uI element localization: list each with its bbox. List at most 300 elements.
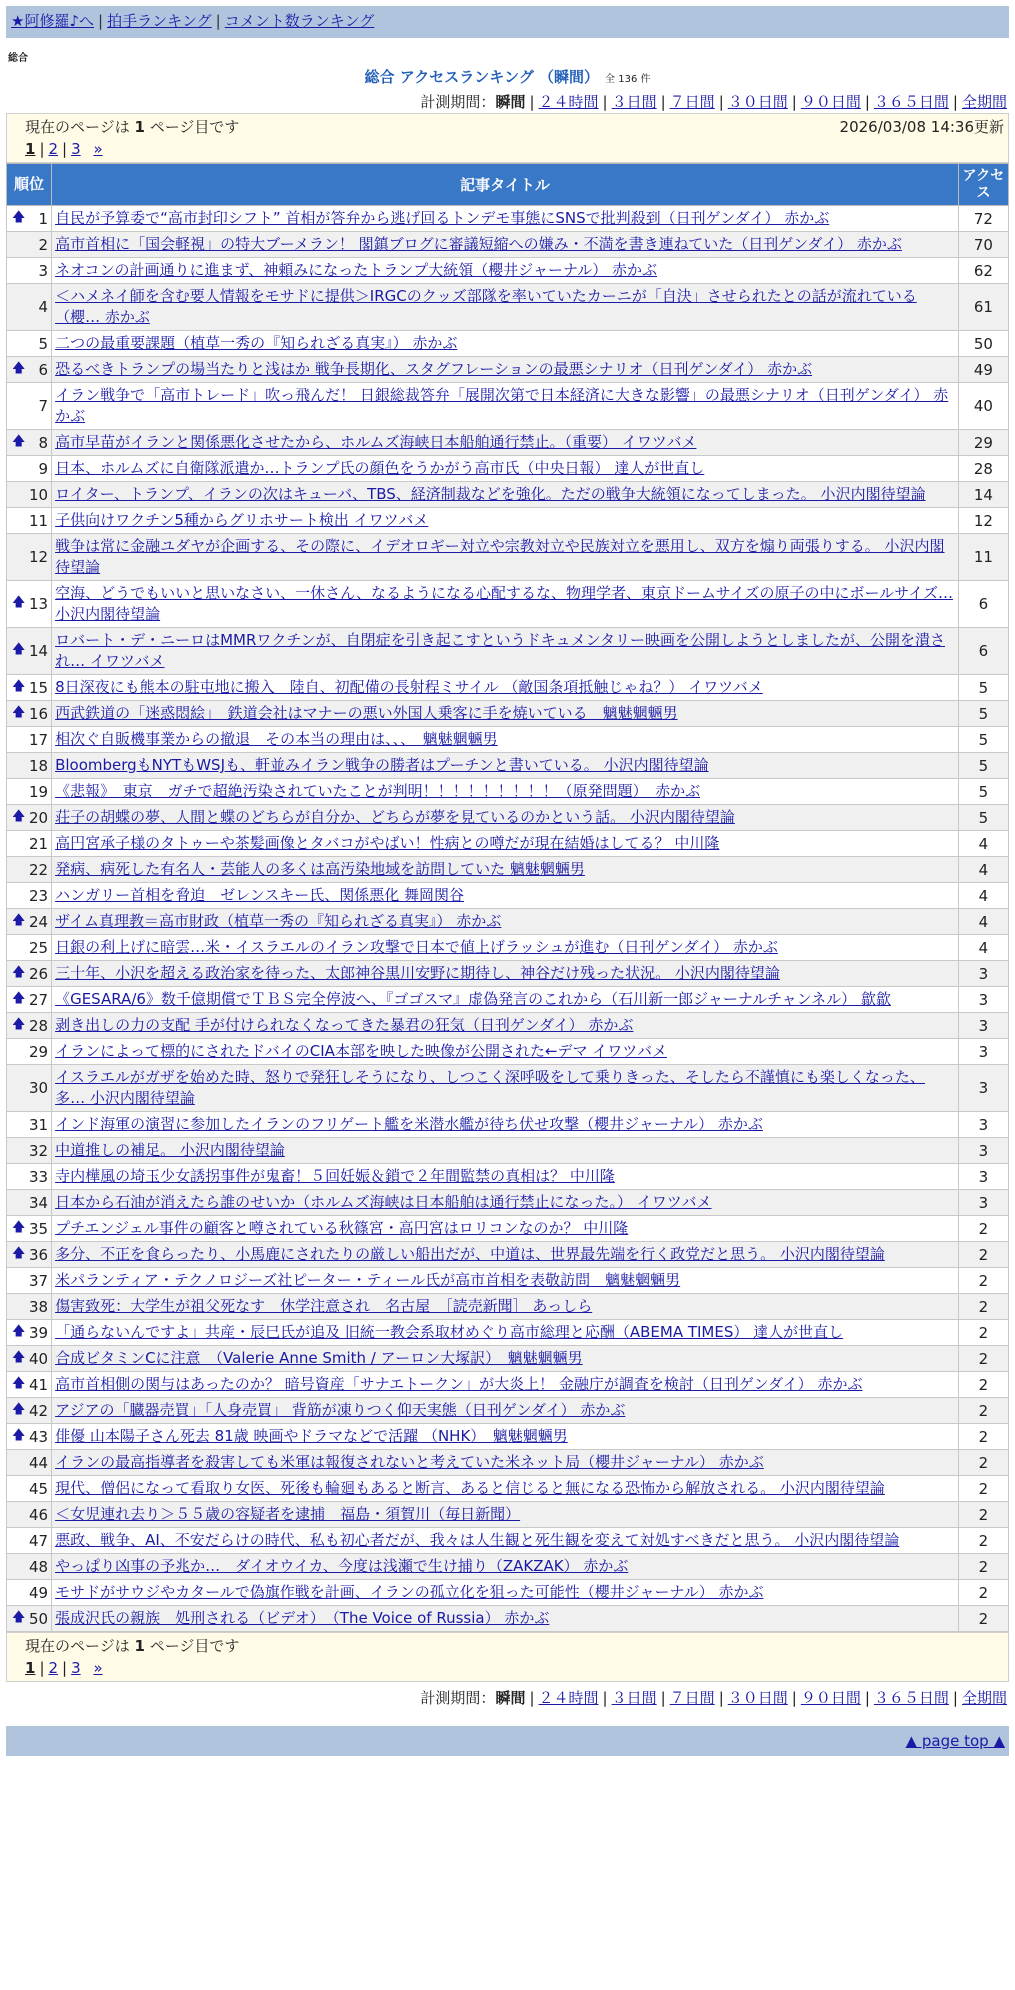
title-cell bbox=[52, 1242, 959, 1268]
table-row bbox=[7, 675, 1009, 701]
period-separator: | bbox=[529, 1689, 535, 1707]
rank-number: 41 bbox=[28, 1375, 49, 1394]
rank-number: 17 bbox=[28, 730, 49, 749]
rank-number: 6 bbox=[38, 360, 49, 379]
rank-cell bbox=[7, 331, 52, 357]
title-cell bbox=[52, 701, 959, 727]
article-link[interactable]: 俳優 山本陽子さん死去 81歳 映画やドラマなどで活躍 （NHK） 魑魅魍魎男 bbox=[55, 1427, 568, 1445]
period-option[interactable]: ３０日間 bbox=[727, 93, 788, 111]
rank-number: 49 bbox=[28, 1583, 49, 1602]
up-arrow-icon: 🡅 bbox=[12, 1323, 26, 1339]
period-separator: | bbox=[529, 93, 535, 111]
rank-cell bbox=[7, 1320, 52, 1346]
access-count: 62 bbox=[958, 258, 1008, 284]
access-count: 6 bbox=[958, 628, 1008, 675]
table-row bbox=[7, 987, 1009, 1013]
access-count: 11 bbox=[958, 534, 1008, 581]
applause-ranking-link[interactable]: 拍手ランキング bbox=[107, 12, 212, 30]
table-row bbox=[7, 1216, 1009, 1242]
title-cell bbox=[52, 1190, 959, 1216]
period-option[interactable]: ３日間 bbox=[611, 1689, 657, 1707]
period-separator: | bbox=[864, 93, 870, 111]
table-row bbox=[7, 331, 1009, 357]
access-count: 2 bbox=[958, 1424, 1008, 1450]
access-count: 3 bbox=[958, 1190, 1008, 1216]
table-row bbox=[7, 1398, 1009, 1424]
table-row bbox=[7, 1424, 1009, 1450]
nav-separator: | bbox=[98, 12, 104, 30]
title-row bbox=[6, 66, 1009, 88]
up-arrow-icon: 🡅 bbox=[12, 808, 26, 824]
pager-bottom bbox=[6, 1632, 1009, 1682]
rank-number: 37 bbox=[28, 1271, 49, 1290]
rank-cell bbox=[7, 857, 52, 883]
page-separator: | bbox=[62, 140, 68, 158]
rank-cell bbox=[7, 1398, 52, 1424]
title-cell bbox=[52, 581, 959, 628]
period-option-active: 瞬間 bbox=[495, 1689, 526, 1707]
next-page-link[interactable]: » bbox=[93, 1659, 103, 1677]
period-option[interactable]: ３日間 bbox=[611, 93, 657, 111]
article-link[interactable]: イランの最高指導者を殺害しても米軍は報復されないと考えていた米ネット局（櫻井ジャーナル） 赤かぶ bbox=[55, 1453, 764, 1471]
title-cell bbox=[52, 508, 959, 534]
access-count: 2 bbox=[958, 1502, 1008, 1528]
page-current: 1 bbox=[25, 1659, 36, 1677]
rank-number: 35 bbox=[28, 1219, 49, 1238]
rank-cell bbox=[7, 805, 52, 831]
rank-number: 30 bbox=[28, 1079, 49, 1097]
up-arrow-icon: 🡅 bbox=[12, 1219, 26, 1235]
footer-bar bbox=[6, 1726, 1009, 1756]
rank-number: 1 bbox=[38, 209, 49, 228]
rank-number: 11 bbox=[28, 511, 49, 530]
up-arrow-icon: 🡅 bbox=[12, 1375, 26, 1391]
table-row bbox=[7, 1294, 1009, 1320]
access-count: 2 bbox=[958, 1242, 1008, 1268]
title-cell bbox=[52, 675, 959, 701]
access-count: 2 bbox=[958, 1398, 1008, 1424]
period-option[interactable]: ３０日間 bbox=[727, 1689, 788, 1707]
title-cell bbox=[52, 805, 959, 831]
title-cell bbox=[52, 753, 959, 779]
table-row bbox=[7, 1065, 1009, 1112]
article-link[interactable]: ハンガリー首相を脅迫 ゼレンスキー氏、関係悪化 舞岡関谷 bbox=[55, 886, 465, 904]
up-arrow-icon: 🡅 bbox=[12, 209, 26, 225]
period-option[interactable]: 全期間 bbox=[961, 93, 1007, 111]
title-cell bbox=[52, 331, 959, 357]
article-link[interactable]: 相次ぐ自販機事業からの撤退 その本当の理由は、、、 魑魅魍魎男 bbox=[55, 730, 498, 748]
rank-cell bbox=[7, 1294, 52, 1320]
table-row bbox=[7, 1450, 1009, 1476]
table-row bbox=[7, 1242, 1009, 1268]
period-label: 計測期間： bbox=[420, 93, 496, 111]
access-count: 28 bbox=[958, 456, 1008, 482]
article-link[interactable]: 高円宮承子様のタトゥーや茶髪画像とタバコがやばい！性病との噂だが現在結婚はしてる？ 中川隆 bbox=[55, 834, 720, 852]
rank-number: 32 bbox=[28, 1141, 49, 1160]
title-cell bbox=[52, 1112, 959, 1138]
table-row bbox=[7, 1039, 1009, 1065]
table-row bbox=[7, 456, 1009, 482]
article-link[interactable]: ロイター、トランプ、イランの次はキューバ、TBS、経済制裁などを強化。ただの戦争大統領になってしまった。 小沢内閣待望論 bbox=[55, 485, 926, 503]
article-link[interactable]: 寺内樺風の埼玉少女誘拐事件が鬼畜！５回妊娠＆鎖で２年間監禁の真相は？ 中川隆 bbox=[55, 1167, 615, 1185]
home-link[interactable]: ★阿修羅♪へ bbox=[11, 12, 95, 30]
article-link[interactable]: 張成沢氏の親族 処刑される（ビデオ） （The Voice of Russia） 赤かぶ bbox=[55, 1609, 550, 1627]
table-row bbox=[7, 805, 1009, 831]
page-link[interactable]: 2 bbox=[48, 1659, 59, 1677]
rank-number: 12 bbox=[28, 548, 49, 566]
rank-number: 45 bbox=[28, 1479, 49, 1498]
page-status: 現在のページは 1 ページ目です bbox=[25, 1637, 240, 1655]
rank-number: 18 bbox=[28, 756, 49, 775]
article-link[interactable]: 中道推しの補足。 小沢内閣待望論 bbox=[55, 1141, 285, 1159]
rank-number: 36 bbox=[28, 1245, 49, 1264]
article-link[interactable]: 荘子の胡蝶の夢、人間と蝶のどちらが自分か、どちらが夢を見ているのかという話。 小沢内閣待望論 bbox=[55, 808, 735, 826]
rank-number: 40 bbox=[28, 1349, 49, 1368]
rank-number: 29 bbox=[28, 1042, 49, 1061]
pager-top bbox=[6, 113, 1009, 163]
rank-cell bbox=[7, 753, 52, 779]
rank-cell bbox=[7, 1268, 52, 1294]
access-count: 4 bbox=[958, 831, 1008, 857]
table-row bbox=[7, 1268, 1009, 1294]
rank-cell bbox=[7, 1554, 52, 1580]
rank-number: 7 bbox=[38, 397, 49, 415]
article-link[interactable]: 高市首相側の関与はあったのか？ 暗号資産「サナエトークン」が大炎上！ 金融庁が調査を検討（日刊ゲンダイ） 赤かぶ bbox=[55, 1375, 863, 1393]
table-row bbox=[7, 206, 1009, 232]
rank-cell bbox=[7, 831, 52, 857]
period-option-active: 瞬間 bbox=[495, 93, 526, 111]
period-separator: | bbox=[952, 1689, 958, 1707]
title-cell bbox=[52, 357, 959, 383]
title-cell bbox=[52, 727, 959, 753]
access-count: 5 bbox=[958, 779, 1008, 805]
period-label: 計測期間： bbox=[420, 1689, 496, 1707]
period-selector bbox=[6, 91, 1007, 113]
period-option[interactable]: ３６５日間 bbox=[873, 93, 949, 111]
article-link[interactable]: モサドがサウジやカタールで偽旗作戦を計画、イランの孤立化を狙った可能性（櫻井ジャーナル） 赤かぶ bbox=[55, 1583, 764, 1601]
article-link[interactable]: 子供向けワクチン5種からグリホサート検出 イワツバメ bbox=[55, 511, 429, 529]
article-link[interactable]: 剥き出しの力の支配 手が付けられなくなってきた暴君の狂気（日刊ゲンダイ） 赤かぶ bbox=[55, 1016, 634, 1034]
up-arrow-icon: 🡅 bbox=[12, 964, 26, 980]
table-row bbox=[7, 258, 1009, 284]
article-link[interactable]: プチエンジェル事件の顧客と噂されている秋篠宮・高円宮はロリコンなのか？ 中川隆 bbox=[55, 1219, 629, 1237]
access-count: 2 bbox=[958, 1606, 1008, 1632]
access-count: 5 bbox=[958, 805, 1008, 831]
article-link[interactable]: イランによって標的にされたドバイのCIA本部を映した映像が公開された←デマ イワツバメ bbox=[55, 1042, 667, 1060]
rank-cell bbox=[7, 935, 52, 961]
title-cell bbox=[52, 206, 959, 232]
table-row bbox=[7, 1372, 1009, 1398]
table-row bbox=[7, 1346, 1009, 1372]
rank-cell bbox=[7, 430, 52, 456]
article-link[interactable]: 高市首相に「国会軽視」の特大ブーメラン！ 閣鎮ブログに審議短縮への嫌み・不満を書き連ねていた（日刊ゲンダイ） 赤かぶ bbox=[55, 235, 902, 253]
article-link[interactable]: 米パランティア・テクノロジーズ社ピーター・ティール氏が高市首相を表敬訪問 魑魅魍魎男 bbox=[55, 1271, 681, 1289]
page-link[interactable]: 3 bbox=[71, 140, 81, 158]
access-count: 2 bbox=[958, 1268, 1008, 1294]
access-count: 61 bbox=[958, 284, 1008, 331]
title-cell bbox=[52, 1065, 959, 1112]
table-row bbox=[7, 1138, 1009, 1164]
rank-number: 39 bbox=[28, 1323, 49, 1342]
title-cell bbox=[52, 883, 959, 909]
page-links bbox=[25, 138, 1004, 160]
rank-number: 43 bbox=[28, 1427, 49, 1446]
table-row bbox=[7, 430, 1009, 456]
period-separator: | bbox=[660, 1689, 666, 1707]
rank-number: 27 bbox=[28, 990, 49, 1009]
page-top-link[interactable]: ▲ page top ▲ bbox=[905, 1732, 1005, 1750]
rank-number: 33 bbox=[28, 1167, 49, 1186]
article-link[interactable]: やっぱり凶事の予兆か… ダイオウイカ、今度は浅瀬で生け捕り（ZAKZAK） 赤かぶ bbox=[55, 1557, 629, 1575]
period-option[interactable]: ２４時間 bbox=[538, 1689, 599, 1707]
article-link[interactable]: インド海軍の演習に参加したイランのフリゲート艦を米潜水艦が待ち伏せ攻撃（櫻井ジャーナル） 赤かぶ bbox=[55, 1115, 763, 1133]
title-cell bbox=[52, 284, 959, 331]
article-link[interactable]: 日本、ホルムズに自衛隊派遣か…トランプ氏の顔色をうかがう高市氏（中央日報） 達人が世直し bbox=[55, 459, 705, 477]
rank-number: 24 bbox=[28, 912, 49, 931]
title-cell bbox=[52, 779, 959, 805]
rank-cell bbox=[7, 1039, 52, 1065]
article-link[interactable]: ＜ハメネイ師を含む要人情報をモサドに提供＞IRGCのクッズ部隊を率いていたカーニが「自決」させられたとの話が流れている（櫻… 赤かぶ bbox=[55, 287, 917, 326]
article-link[interactable]: 空海、どうでもいいと思いなさい、一休さん、なるようになる心配するな、物理学者、東京ドームサイズの原子の中にボールサイズ… 小沢内閣待望論 bbox=[55, 584, 953, 623]
title-cell bbox=[52, 232, 959, 258]
comment-ranking-link[interactable]: コメント数ランキング bbox=[224, 12, 375, 30]
article-link[interactable]: 戦争は常に金融ユダヤが企画する、その際に、イデオロギー対立や宗教対立や民族対立を悪用し、双方を煽り両張りする。 小沢内閣待望論 bbox=[55, 537, 945, 576]
access-count: 2 bbox=[958, 1294, 1008, 1320]
up-arrow-icon: 🡅 bbox=[12, 1349, 26, 1365]
access-count: 3 bbox=[958, 961, 1008, 987]
article-link[interactable]: 自民が予算委で“高市封印シフト” 首相が答弁から逃げ回るトンデモ事態にSNSで批判殺到（日刊ゲンダイ） 赤かぶ bbox=[55, 209, 830, 227]
up-arrow-icon: 🡅 bbox=[12, 1401, 26, 1417]
page-status: 現在のページは 1 ページ目です bbox=[25, 118, 240, 136]
up-arrow-icon: 🡅 bbox=[12, 360, 26, 376]
period-option[interactable]: ３６５日間 bbox=[873, 1689, 949, 1707]
period-option[interactable]: 全期間 bbox=[961, 1689, 1007, 1707]
access-count: 5 bbox=[958, 675, 1008, 701]
access-count: 3 bbox=[958, 1138, 1008, 1164]
rank-cell bbox=[7, 961, 52, 987]
up-arrow-icon: 🡅 bbox=[12, 1609, 26, 1625]
next-page-link[interactable]: » bbox=[93, 140, 103, 158]
rank-cell bbox=[7, 284, 52, 331]
table-row bbox=[7, 383, 1009, 430]
article-link[interactable]: 日本から石油が消えたら誰のせいか（ホルムズ海峡は日本船舶は通行禁止になった。） イワツバメ bbox=[55, 1193, 712, 1211]
article-link[interactable]: 「通らないんですよ」共産・辰巳氏が追及 旧統一教会系取材めぐり高市総理と応酬（ABEMA TIMES） 達人が世直し bbox=[55, 1323, 844, 1341]
period-selector-bottom bbox=[6, 1686, 1007, 1710]
rank-cell bbox=[7, 1164, 52, 1190]
title-cell bbox=[52, 1346, 959, 1372]
table-row bbox=[7, 357, 1009, 383]
access-count: 3 bbox=[958, 1112, 1008, 1138]
period-option[interactable]: ７日間 bbox=[669, 1689, 715, 1707]
table-row bbox=[7, 1528, 1009, 1554]
page-title: 総合 アクセスランキング （瞬間） bbox=[364, 68, 600, 86]
article-link[interactable]: 現代、僧侶になって看取り女医、死後も輪廻もあると断言、あると信じると無になる恐怖から解放される。 小沢内閣待望論 bbox=[55, 1479, 885, 1497]
nav-separator: | bbox=[215, 12, 221, 30]
rank-number: 38 bbox=[28, 1297, 49, 1316]
rank-cell bbox=[7, 482, 52, 508]
title-cell bbox=[52, 961, 959, 987]
title-cell bbox=[52, 430, 959, 456]
table-row bbox=[7, 232, 1009, 258]
rank-cell bbox=[7, 1502, 52, 1528]
article-link[interactable]: 発病、病死した有名人・芸能人の多くは高汚染地域を訪問していた 魑魅魍魎男 bbox=[55, 860, 585, 878]
article-link[interactable]: 多分、不正を食らったり、小馬鹿にされたりの厳しい船出だが、中道は、世界最先端を行く政党だと思う。 小沢内閣待望論 bbox=[55, 1245, 885, 1263]
article-link[interactable]: 傷害致死：大学生が祖父死なす 休学注意され 名古屋 ［読売新聞］ あっしら bbox=[55, 1297, 593, 1315]
title-cell bbox=[52, 1502, 959, 1528]
access-header: アクセス bbox=[958, 164, 1008, 206]
access-count: 2 bbox=[958, 1580, 1008, 1606]
rank-cell bbox=[7, 232, 52, 258]
article-link[interactable]: 西武鉄道の「迷惑悶絵」 鉄道会社はマナーの悪い外国人乗客に手を焼いている 魑魅魍魎男 bbox=[55, 704, 678, 722]
table-row bbox=[7, 628, 1009, 675]
access-count: 2 bbox=[958, 1346, 1008, 1372]
table-row bbox=[7, 482, 1009, 508]
page-links bbox=[25, 1657, 1004, 1679]
table-row bbox=[7, 1554, 1009, 1580]
rank-number: 10 bbox=[28, 485, 49, 504]
up-arrow-icon: 🡅 bbox=[12, 1016, 26, 1032]
table-row bbox=[7, 1606, 1009, 1632]
article-link[interactable]: 高市早苗がイランと関係悪化させたから、ホルムズ海峡日本船舶通行禁止。（重要） イワツバメ bbox=[55, 433, 697, 451]
page-separator: | bbox=[39, 1659, 45, 1677]
article-link[interactable]: ＜女児連れ去り＞５５歳の容疑者を逮捕 福島・須賀川（毎日新聞） bbox=[55, 1505, 521, 1523]
period-separator: | bbox=[791, 93, 797, 111]
up-arrow-icon: 🡅 bbox=[12, 704, 26, 720]
table-row bbox=[7, 701, 1009, 727]
article-link[interactable]: イスラエルがガザを始めた時、怒りで発狂しそうになり、しつこく深呼吸をして乗りきった、そしたら不謹慎にも楽しくなった、多… 小沢内閣待望論 bbox=[55, 1068, 925, 1107]
title-cell bbox=[52, 1164, 959, 1190]
rank-cell bbox=[7, 883, 52, 909]
article-link[interactable]: 三十年、小沢を超える政治家を待った、太郎神谷黒川安野に期待し、神谷だけ残った状況。 小沢内閣待望論 bbox=[55, 964, 780, 982]
article-link[interactable]: イラン戦争で「高市トレード」吹っ飛んだ！ 日銀総裁答弁「展開次第で日本経済に大きな影響」の最悪シナリオ（日刊ゲンダイ） 赤かぶ bbox=[55, 386, 949, 425]
article-link[interactable]: 恐るべきトランプの場当たりと浅はか 戦争長期化、スタグフレーションの最悪シナリオ（日刊ゲンダイ） 赤かぶ bbox=[55, 360, 813, 378]
rank-number: 22 bbox=[28, 860, 49, 879]
article-link[interactable]: BloombergもNYTもWSJも、軒並みイラン戦争の勝者はプーチンと書いている。 小沢内閣待望論 bbox=[55, 756, 709, 774]
title-cell bbox=[52, 1398, 959, 1424]
article-link[interactable]: 《GESARA/6》数千億期償でＴＢＳ完全停波へ、『ゴゴスマ』虚偽発言のこれから（石川新一郎ジャーナルチャンネル） 歙歙 bbox=[55, 990, 891, 1008]
rank-cell bbox=[7, 1190, 52, 1216]
article-link[interactable]: 合成ビタミンCに注意 （Valerie Anne Smith / アーロン大塚訳） 魑魅魍魎男 bbox=[55, 1349, 583, 1367]
article-link[interactable]: ネオコンの計画通りに進まず、神頼みになったトランプ大統領（櫻井ジャーナル） 赤かぶ bbox=[55, 261, 658, 279]
rank-cell bbox=[7, 628, 52, 675]
rank-number: 34 bbox=[28, 1193, 49, 1212]
rank-cell bbox=[7, 508, 52, 534]
access-count: 5 bbox=[958, 727, 1008, 753]
rank-cell bbox=[7, 206, 52, 232]
access-count: 3 bbox=[958, 1013, 1008, 1039]
title-cell bbox=[52, 456, 959, 482]
page-current: 1 bbox=[25, 140, 36, 158]
access-count: 5 bbox=[958, 753, 1008, 779]
page-link[interactable]: 2 bbox=[48, 140, 59, 158]
access-count: 3 bbox=[958, 1065, 1008, 1112]
rank-number: 21 bbox=[28, 834, 49, 853]
article-link[interactable]: 8日深夜にも熊本の駐屯地に搬入 陸自、初配備の長射程ミサイル （敵国条項抵触じゃね？） イワツバメ bbox=[55, 678, 763, 696]
article-link[interactable]: ロバート・デ・ニーロはMMRワクチンが、自閉症を引き起こすというドキュメンタリー映画を公開しようとしましたが、公開を潰され… イワツバメ bbox=[55, 631, 946, 670]
rank-cell bbox=[7, 383, 52, 430]
title-cell bbox=[52, 935, 959, 961]
period-option[interactable]: ７日間 bbox=[669, 93, 715, 111]
access-count: 2 bbox=[958, 1528, 1008, 1554]
updated-time: 2026/03/08 14:36更新 bbox=[839, 118, 1004, 136]
rank-number: 19 bbox=[28, 782, 49, 801]
up-arrow-icon: 🡅 bbox=[12, 912, 26, 928]
rank-cell bbox=[7, 357, 52, 383]
rank-cell bbox=[7, 1476, 52, 1502]
article-link[interactable]: 《悲報》 東京 ガチで超絶汚染されていたことが判明！！！！！！！！！（原発問題） 赤かぶ bbox=[55, 782, 701, 800]
rank-cell bbox=[7, 727, 52, 753]
rank-number: 50 bbox=[28, 1609, 49, 1628]
title-cell bbox=[52, 258, 959, 284]
access-count: 2 bbox=[958, 1320, 1008, 1346]
access-count: 5 bbox=[958, 701, 1008, 727]
period-separator: | bbox=[718, 1689, 724, 1707]
table-row bbox=[7, 909, 1009, 935]
title-cell bbox=[52, 628, 959, 675]
rank-number: 16 bbox=[28, 704, 49, 723]
rank-number: 48 bbox=[28, 1557, 49, 1576]
access-count: 4 bbox=[958, 909, 1008, 935]
article-link[interactable]: アジアの「臓器売買」「人身売買」 背筋が凍りつく仰天実態（日刊ゲンダイ） 赤かぶ bbox=[55, 1401, 626, 1419]
rank-number: 14 bbox=[28, 642, 49, 660]
rank-cell bbox=[7, 1138, 52, 1164]
table-row bbox=[7, 753, 1009, 779]
period-option[interactable]: ９０日間 bbox=[800, 1689, 861, 1707]
page-separator: | bbox=[39, 140, 45, 158]
access-count: 14 bbox=[958, 482, 1008, 508]
article-link[interactable]: 二つの最重要課題（植草一秀の『知られざる真実』） 赤かぶ bbox=[55, 334, 458, 352]
title-cell bbox=[52, 383, 959, 430]
table-row bbox=[7, 508, 1009, 534]
rank-number: 20 bbox=[28, 808, 49, 827]
period-option[interactable]: ２４時間 bbox=[538, 93, 599, 111]
access-count: 2 bbox=[958, 1476, 1008, 1502]
period-separator: | bbox=[718, 93, 724, 111]
access-count: 49 bbox=[958, 357, 1008, 383]
rank-cell bbox=[7, 1065, 52, 1112]
table-row bbox=[7, 831, 1009, 857]
period-separator: | bbox=[952, 93, 958, 111]
page-separator: | bbox=[62, 1659, 68, 1677]
article-link[interactable]: 悪政、戦争、AI、不安だらけの時代、私も初心者だが、我々は人生観と死生観を変えて対処すべきだと思う。 小沢内閣待望論 bbox=[55, 1531, 900, 1549]
rank-cell bbox=[7, 779, 52, 805]
title-cell bbox=[52, 987, 959, 1013]
access-count: 29 bbox=[958, 430, 1008, 456]
ranking-table bbox=[6, 163, 1009, 1632]
access-count: 2 bbox=[958, 1554, 1008, 1580]
period-option[interactable]: ９０日間 bbox=[800, 93, 861, 111]
title-cell bbox=[52, 1528, 959, 1554]
article-link[interactable]: ザイム真理教＝高市財政（植草一秀の『知られざる真実』） 赤かぶ bbox=[55, 912, 502, 930]
rank-number: 5 bbox=[38, 334, 49, 353]
title-cell bbox=[52, 1606, 959, 1632]
rank-cell bbox=[7, 1242, 52, 1268]
up-arrow-icon: 🡅 bbox=[12, 1427, 26, 1443]
title-cell bbox=[52, 857, 959, 883]
table-row bbox=[7, 1476, 1009, 1502]
rank-cell bbox=[7, 1013, 52, 1039]
access-count: 40 bbox=[958, 383, 1008, 430]
rank-cell bbox=[7, 1346, 52, 1372]
article-link[interactable]: 日銀の利上げに暗雲…米・イスラエルのイラン攻撃で日本で値上げラッシュが進む（日刊ゲンダイ） 赤かぶ bbox=[55, 938, 778, 956]
rank-cell bbox=[7, 1580, 52, 1606]
period-separator: | bbox=[864, 1689, 870, 1707]
rank-number: 23 bbox=[28, 886, 49, 905]
title-cell bbox=[52, 534, 959, 581]
rank-number: 31 bbox=[28, 1115, 49, 1134]
table-row bbox=[7, 935, 1009, 961]
page-link[interactable]: 3 bbox=[71, 1659, 81, 1677]
